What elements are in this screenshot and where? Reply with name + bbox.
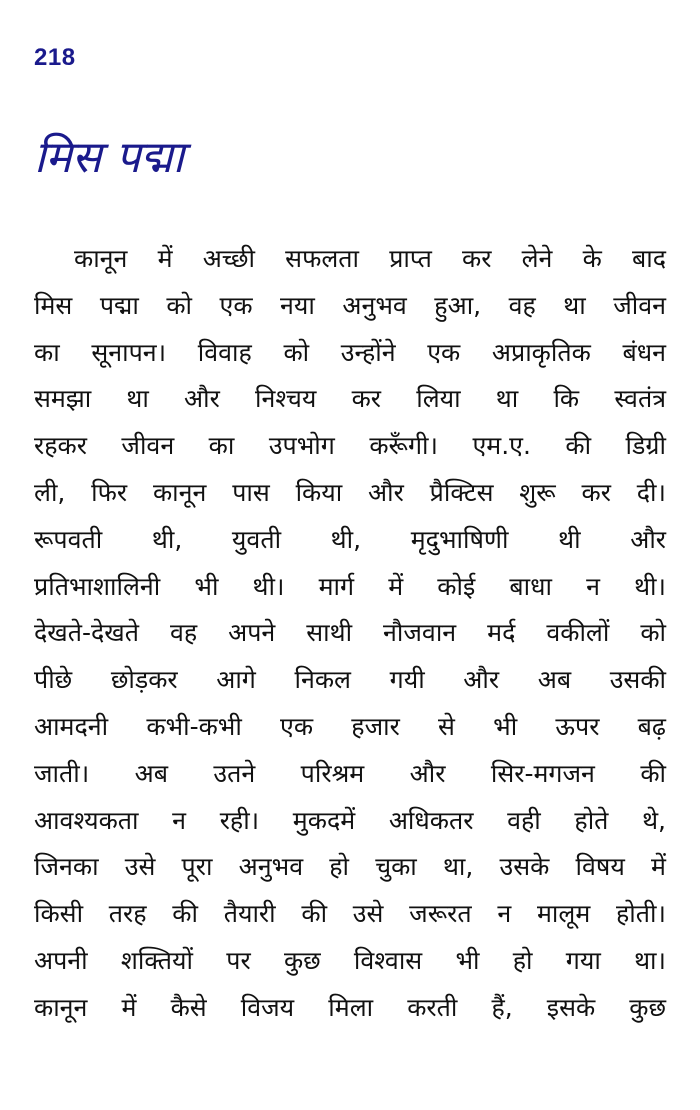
text-line: पीछे छोड़कर आगे निकल गयी और अब उसकी [34, 665, 666, 695]
text-line: कानून में कैसे विजय मिला करती हैं, इसके कुछ [34, 992, 666, 1022]
text-line: जिनका उसे पूरा अनुभव हो चुका था, उसके विषय में [34, 852, 666, 882]
text-line: रूपवती थी, युवती थी, मृदुभाषिणी थी और [34, 524, 666, 554]
page-number: 218 [34, 44, 76, 71]
text-line: देखते-देखते वह अपने साथी नौजवान मर्द वकीलों को [34, 618, 666, 648]
text-line: आवश्यकता न रही। मुकदमें अधिकतर वही होते थे, [34, 805, 666, 835]
text-line: समझा था और निश्चय कर लिया था कि स्वतंत्र [34, 384, 666, 414]
text-line: कानून में अच्छी सफलता प्राप्त कर लेने के बाद [74, 244, 666, 273]
text-line: का सूनापन। विवाह को उन्होंने एक अप्राकृतिक बंधन [34, 337, 666, 367]
text-line: प्रतिभाशालिनी भी थी। मार्ग में कोई बाधा न थी। [34, 571, 666, 601]
text-line: रहकर जीवन का उपभोग करूँगी। एम.ए. की डिग्री [34, 431, 666, 461]
body-paragraph [34, 236, 666, 1032]
text-line: ली, फिर कानून पास किया और प्रैक्टिस शुरू कर दी। [34, 477, 666, 507]
text-line: आमदनी कभी-कभी एक हजार से भी ऊपर बढ़ [34, 711, 666, 741]
text-line: अपनी शक्तियों पर कुछ विश्वास भी हो गया था। [34, 945, 666, 975]
text-line: किसी तरह की तैयारी की उसे जरूरत न मालूम होती। [34, 899, 666, 929]
text-line: मिस पद्मा को एक नया अनुभव हुआ, वह था जीवन [34, 290, 666, 320]
chapter-title: मिस पद्मा [34, 132, 185, 183]
text-line: जाती। अब उतने परिश्रम और सिर-मगजन की [34, 758, 666, 788]
